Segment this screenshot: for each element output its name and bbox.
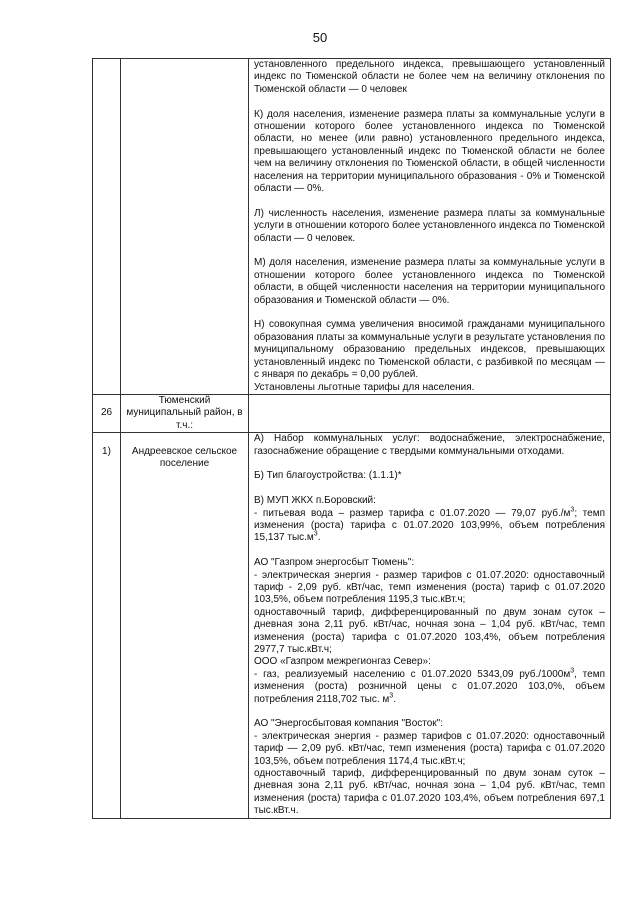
cell-name: Тюменский муниципальный район, в т.ч.: (121, 394, 249, 432)
cell-description (249, 394, 611, 432)
paragraph-benefit: Установлены льготные тарифы для населения. (254, 381, 475, 393)
table-row-1 (93, 433, 611, 819)
settlement-name: Андреевское сельское поселение (131, 445, 238, 469)
paragraph-m: М) доля населения, изменение размера платы за коммунальные услуги в отношении которого более установленного индекса по Тюменской области, в общей численности населения на территории муниципального образования и Тюменской области — 0%. (254, 257, 605, 306)
table-row-continuation (93, 59, 611, 395)
paragraph-b: Б) Тип благоустройства: (1.1.1)* (254, 470, 402, 482)
paragraph-vostok-title: АО "Энергосбытовая компания "Восток": (254, 718, 443, 730)
text-part: , темп изменения (роста) розничной цены с 01.07.2020 103,0%, объем потребления 2118,702 тыс. м (254, 668, 605, 705)
superscript: 3 (313, 531, 318, 539)
row-number: 1) (102, 445, 111, 457)
cell-name (121, 433, 249, 819)
cell-number (93, 433, 121, 819)
table-row-26 (93, 394, 611, 432)
page-number: 50 (312, 30, 328, 45)
paragraph-a: А) Набор коммунальных услуг: водоснабжение, электроснабжение, газоснабжение обращение с твердыми коммунальными отходами. (254, 433, 605, 457)
text-part: ; темп изменения (роста) тарифа с 01.07.2020 103,99%, объем потребления 15,137 тыс.м (254, 507, 605, 544)
text-part: - газ, реализуемый населению с 01.07.2020 5343,09 руб./1000м (254, 668, 571, 680)
paragraph-gazprom-2: одноставочный тариф, дифференцированный по двум зонам суток – дневная зона 2,11 руб. кВт/час, ночная зона – 1,04 руб. кВт/час, темп изменения (роста) тарифа с 01.07.2020 103,4%, объем потребления 2977,7 тыс.кВт.ч; (254, 606, 605, 655)
superscript: 3 (570, 667, 575, 675)
paragraph-k: К) доля населения, изменение размера платы за коммунальные услуги в отношении которого более установленного индекса по Тюменской области, но менее (или равно) установленного предельного индекса, превышающего установленный индекс по Тюменской области не более чем на величину отклонения по Тюменской области, в общей численности населения на территории муниципального образования - 0% и Тюменской области — 0%. (254, 108, 605, 195)
superscript: 3 (570, 506, 575, 514)
cell-name (121, 59, 249, 395)
paragraph-v-title: В) МУП ЖКХ п.Боровский: (254, 495, 376, 507)
superscript: 3 (389, 692, 394, 700)
paragraph-n: Н) совокупная сумма увеличения вносимой гражданами муниципального образования платы за коммунальные услуги в результате установления по муниципальному образованию предельных индексов, превышающих установленный индекс по Тюменской области, с разбивкой по месяцам — с января по декабрь = 0,00 рублей. (254, 319, 605, 381)
paragraph: установленного предельного индекса, превышающего установленный индекс по Тюменской области не более чем на величину отклонения по Тюменской области — 0 человек (254, 59, 605, 95)
paragraph-l: Л) численность населения, изменение размера платы за коммунальные услуги в отношении которого более установленного индекса по Тюменской области — 0 человек. (254, 207, 605, 244)
text-part: . (393, 693, 396, 705)
cell-number (93, 59, 121, 395)
paragraph-v-text (254, 508, 605, 545)
cell-number: 26 (93, 394, 121, 432)
cell-description (249, 433, 611, 819)
paragraph-gazprom-title: АО "Газпром энергосбыт Тюмень": (254, 557, 415, 569)
text-part: . (317, 532, 321, 544)
text-part: - питьевая вода – размер тарифа с 01.07.2020 — 79,07 руб./м (254, 507, 571, 519)
tariff-table (92, 58, 611, 819)
paragraph-mrg-title: ООО «Газпром межрегионгаз Север»: (254, 656, 431, 668)
paragraph-vostok-2: одноставочный тариф, дифференцированный по двум зонам суток – дневная зона 2,11 руб. кВт/час, ночная зона – 1,04 руб. кВт/час, темп изменения (роста) тарифа с 01.07.2020 103,4%, объем потребления 697,1 тыс.кВт.ч. (254, 768, 605, 817)
paragraph-gazprom-1: - электрическая энергия - размер тарифов с 01.07.2020: одноставочный тариф - 2,09 руб. кВт/час, темп изменения (роста) тариф с 01.07.2020 103,5%, объем потребления 1195,3 тыс.кВт.ч; (254, 569, 605, 606)
cell-description (249, 59, 611, 395)
paragraph-mrg-text (254, 669, 605, 706)
paragraph-vostok-1: - электрическая энергия - размер тарифов с 01.07.2020: одноставочный тариф — 2,09 руб. кВт/час, темп изменения (роста) тарифа с 01.07.2020 103,5%, объем потребления 1174,4 тыс.кВт.ч; (254, 730, 605, 767)
